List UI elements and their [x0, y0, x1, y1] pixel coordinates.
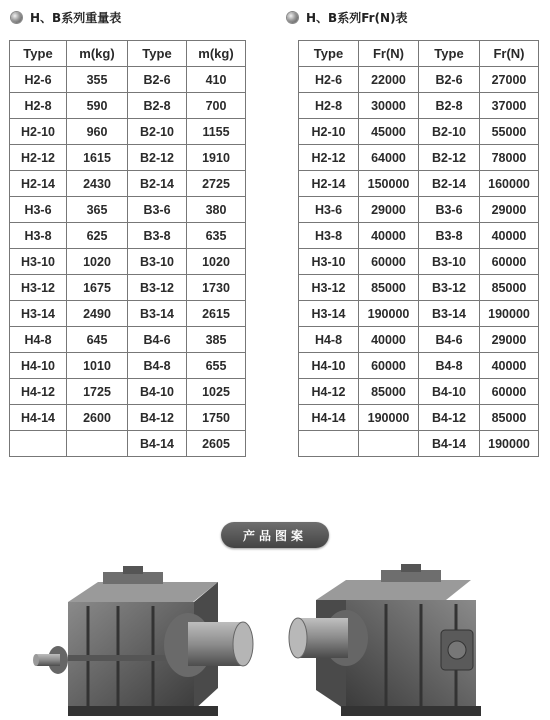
table-row — [299, 67, 539, 93]
table-cell: H3-14 — [10, 301, 67, 327]
table-cell: H3-12 — [10, 275, 67, 301]
table-cell: 2605 — [187, 431, 246, 457]
table-row — [299, 171, 539, 197]
table-cell: H3-14 — [299, 301, 359, 327]
table-cell: 190000 — [359, 301, 419, 327]
table-cell: 1615 — [67, 145, 128, 171]
table-cell: B3-12 — [128, 275, 187, 301]
table-cell: H2-14 — [10, 171, 67, 197]
table-cell: 700 — [187, 93, 246, 119]
table-cell — [359, 431, 419, 457]
table-cell: 1675 — [67, 275, 128, 301]
product-gallery-button[interactable]: 产品图案 — [221, 522, 329, 548]
force-table — [298, 40, 539, 457]
table-row — [299, 353, 539, 379]
table-cell: 1155 — [187, 119, 246, 145]
table-row — [10, 275, 246, 301]
table-cell: B3-8 — [419, 223, 480, 249]
table-row — [10, 171, 246, 197]
table-row — [10, 119, 246, 145]
table-cell: H2-10 — [299, 119, 359, 145]
table-row — [299, 223, 539, 249]
table-cell: H2-6 — [299, 67, 359, 93]
table-cell: 40000 — [359, 327, 419, 353]
force-table-heading — [287, 7, 408, 27]
table-cell: 60000 — [480, 379, 539, 405]
table-cell: H4-14 — [299, 405, 359, 431]
table-cell: B2-12 — [128, 145, 187, 171]
table-row — [10, 431, 246, 457]
table-row — [10, 405, 246, 431]
bullet-icon — [11, 12, 22, 23]
table-cell: B2-10 — [419, 119, 480, 145]
table-cell: 655 — [187, 353, 246, 379]
table-row — [10, 197, 246, 223]
table-cell: 355 — [67, 67, 128, 93]
table-cell: 1750 — [187, 405, 246, 431]
table-row — [299, 327, 539, 353]
table-cell: 365 — [67, 197, 128, 223]
table-cell: H2-12 — [299, 145, 359, 171]
table-cell: H3-8 — [299, 223, 359, 249]
table-cell: 380 — [187, 197, 246, 223]
table-cell: H2-6 — [10, 67, 67, 93]
table-cell: B3-12 — [419, 275, 480, 301]
gearbox-image-front — [28, 560, 268, 720]
table-cell: 2600 — [67, 405, 128, 431]
table-cell: 190000 — [480, 301, 539, 327]
table-row — [10, 93, 246, 119]
table-cell: 1010 — [67, 353, 128, 379]
table-cell: 1025 — [187, 379, 246, 405]
table-cell: 60000 — [480, 249, 539, 275]
table-cell: B3-8 — [128, 223, 187, 249]
table-cell: H2-10 — [10, 119, 67, 145]
table-cell: B4-12 — [128, 405, 187, 431]
table-cell: 645 — [67, 327, 128, 353]
table-row — [299, 145, 539, 171]
table-cell: 29000 — [480, 327, 539, 353]
table-row — [10, 145, 246, 171]
table-cell: 1910 — [187, 145, 246, 171]
table-cell: 29000 — [359, 197, 419, 223]
table-cell: H2-8 — [299, 93, 359, 119]
table-cell: 190000 — [359, 405, 419, 431]
table-cell: H3-12 — [299, 275, 359, 301]
table-cell: B2-14 — [128, 171, 187, 197]
table-row — [299, 431, 539, 457]
table-cell: B3-6 — [128, 197, 187, 223]
table-cell: H3-6 — [299, 197, 359, 223]
table-row — [299, 405, 539, 431]
table-row — [10, 327, 246, 353]
table-cell: B4-10 — [419, 379, 480, 405]
table-cell: B4-12 — [419, 405, 480, 431]
table-cell: B3-6 — [419, 197, 480, 223]
table-cell: 190000 — [480, 431, 539, 457]
table-cell: H2-8 — [10, 93, 67, 119]
table-cell: 64000 — [359, 145, 419, 171]
table-cell: 2615 — [187, 301, 246, 327]
table-cell: 1020 — [187, 249, 246, 275]
column-header: Type — [299, 41, 359, 67]
table-cell: 2725 — [187, 171, 246, 197]
table-cell: B4-14 — [128, 431, 187, 457]
weight-table — [9, 40, 246, 457]
table-cell: 1725 — [67, 379, 128, 405]
table-cell: B2-8 — [128, 93, 187, 119]
table-row — [299, 249, 539, 275]
table-cell: 22000 — [359, 67, 419, 93]
table-cell: H3-10 — [10, 249, 67, 275]
table-cell: B2-14 — [419, 171, 480, 197]
table-cell: 590 — [67, 93, 128, 119]
table-cell: H3-6 — [10, 197, 67, 223]
table-cell: 85000 — [359, 275, 419, 301]
force-table-title: H、B系列Fr(N)表 — [306, 10, 408, 25]
table-cell: 960 — [67, 119, 128, 145]
column-header: Fr(N) — [359, 41, 419, 67]
table-cell: 29000 — [480, 197, 539, 223]
table-cell: B4-8 — [419, 353, 480, 379]
table-cell: 85000 — [480, 275, 539, 301]
table-cell: 410 — [187, 67, 246, 93]
column-header: Type — [10, 41, 67, 67]
table-cell: 40000 — [480, 353, 539, 379]
weight-table-title: H、B系列重量表 — [30, 10, 122, 25]
table-cell: 2490 — [67, 301, 128, 327]
table-cell: 85000 — [359, 379, 419, 405]
table-cell: 1020 — [67, 249, 128, 275]
table-cell: B4-6 — [128, 327, 187, 353]
table-cell: 635 — [187, 223, 246, 249]
table-cell: 2430 — [67, 171, 128, 197]
table-cell: H4-10 — [299, 353, 359, 379]
column-header: Fr(N) — [480, 41, 539, 67]
table-cell: H4-12 — [299, 379, 359, 405]
weight-table-heading — [11, 7, 121, 27]
table-row — [299, 275, 539, 301]
table-row — [10, 249, 246, 275]
table-cell: B2-6 — [419, 67, 480, 93]
product-gallery-bar — [0, 522, 550, 548]
column-header: m(kg) — [67, 41, 128, 67]
table-cell: B3-14 — [419, 301, 480, 327]
table-cell: 40000 — [359, 223, 419, 249]
table-cell: B4-10 — [128, 379, 187, 405]
table-cell: 160000 — [480, 171, 539, 197]
table-cell: 150000 — [359, 171, 419, 197]
table-row — [10, 379, 246, 405]
table-cell: H4-14 — [10, 405, 67, 431]
table-row — [10, 301, 246, 327]
table-row — [10, 223, 246, 249]
table-row — [299, 119, 539, 145]
table-cell: B3-14 — [128, 301, 187, 327]
table-cell: B4-14 — [419, 431, 480, 457]
table-cell: 60000 — [359, 249, 419, 275]
table-cell — [67, 431, 128, 457]
table-row — [299, 197, 539, 223]
table-cell: B2-8 — [419, 93, 480, 119]
table-cell: H2-12 — [10, 145, 67, 171]
table-cell: 85000 — [480, 405, 539, 431]
table-cell: 625 — [67, 223, 128, 249]
table-row — [299, 93, 539, 119]
table-row — [299, 301, 539, 327]
table-row — [10, 353, 246, 379]
column-header: Type — [419, 41, 480, 67]
table-cell: 1730 — [187, 275, 246, 301]
table-cell: 78000 — [480, 145, 539, 171]
table-header-row — [10, 41, 246, 67]
table-cell: B3-10 — [419, 249, 480, 275]
table-row — [299, 379, 539, 405]
table-row — [10, 67, 246, 93]
column-header: m(kg) — [187, 41, 246, 67]
table-cell: 30000 — [359, 93, 419, 119]
table-cell — [10, 431, 67, 457]
table-header-row — [299, 41, 539, 67]
table-cell: H3-8 — [10, 223, 67, 249]
table-cell: B2-6 — [128, 67, 187, 93]
bullet-icon — [287, 12, 298, 23]
table-cell: H4-8 — [10, 327, 67, 353]
table-cell: H3-10 — [299, 249, 359, 275]
table-cell: B2-12 — [419, 145, 480, 171]
table-cell — [299, 431, 359, 457]
table-cell: 37000 — [480, 93, 539, 119]
table-cell: B2-10 — [128, 119, 187, 145]
table-cell: 60000 — [359, 353, 419, 379]
table-cell: 40000 — [480, 223, 539, 249]
column-header: Type — [128, 41, 187, 67]
table-cell: 27000 — [480, 67, 539, 93]
table-cell: 385 — [187, 327, 246, 353]
table-cell: B3-10 — [128, 249, 187, 275]
table-cell: H2-14 — [299, 171, 359, 197]
table-cell: B4-8 — [128, 353, 187, 379]
table-cell: H4-8 — [299, 327, 359, 353]
table-cell: H4-10 — [10, 353, 67, 379]
table-cell: H4-12 — [10, 379, 67, 405]
table-cell: 45000 — [359, 119, 419, 145]
gearbox-image-rear — [286, 560, 516, 720]
table-cell: 55000 — [480, 119, 539, 145]
table-cell: B4-6 — [419, 327, 480, 353]
